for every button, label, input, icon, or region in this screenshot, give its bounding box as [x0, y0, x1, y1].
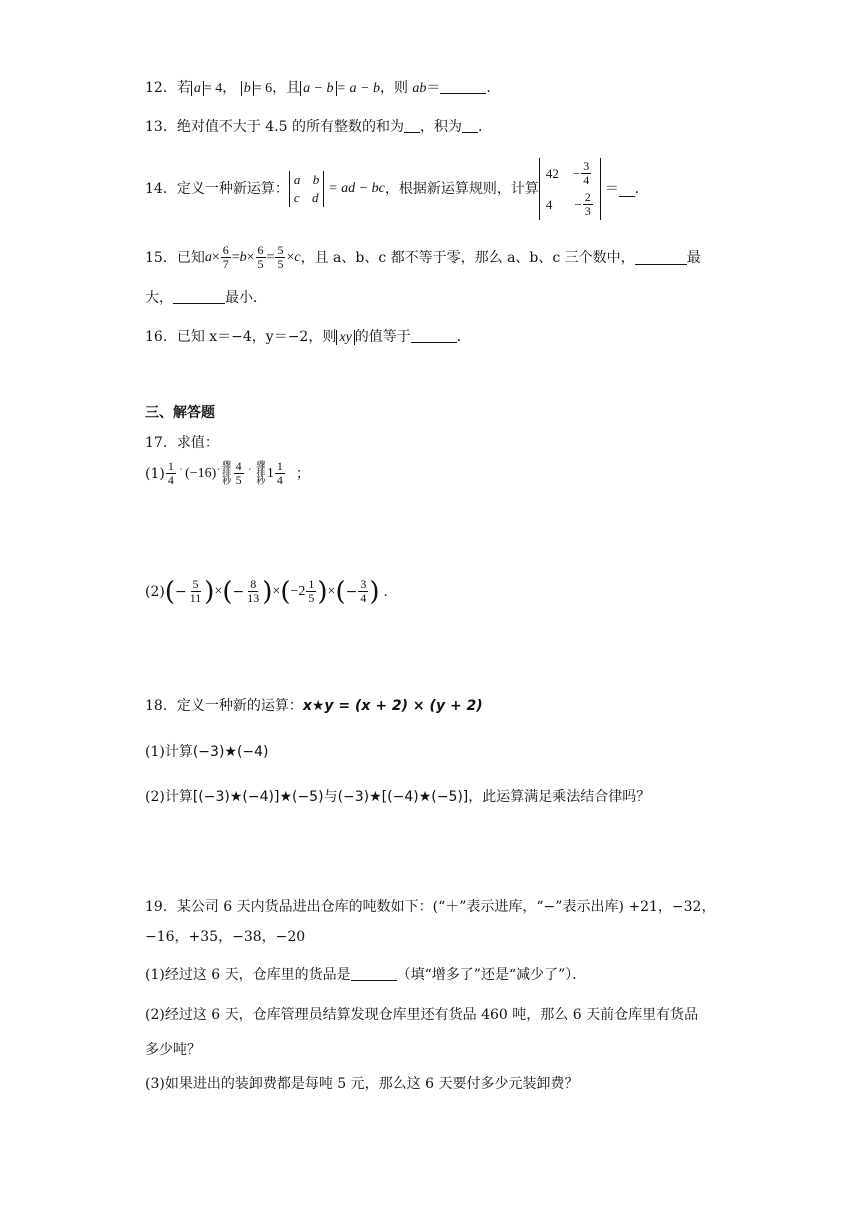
- question-18: 18．定义一种新的运算：x★y = (x + 2) × (y + 2): [145, 698, 483, 714]
- answer-blank[interactable]: [440, 79, 486, 94]
- answer-blank[interactable]: [462, 118, 478, 133]
- question-12: 12．若 a = 4， b = 6，且 a − b = a − b，则 ab＝ ．: [145, 80, 501, 96]
- question-18-part2: (2)计算[(−3)★(−4)]★(−5)与(−3)★[(−4)★(−5)]，此运算满足乘法结合律吗？: [145, 789, 651, 805]
- question-14: 14．定义一种新运算： a b c d = ad − bc ，根据新运算规则，计算 42 − $\frac{3}{4}$ 4 − $\frac{2}{3}$ ＝ ．: [145, 159, 649, 218]
- question-17-part1: (1) $\frac{1}{4}$ ′ (−16) ′ 骤 排 秒 $\frac{4}{5}$ ′ 骤 排 秒 1 $\frac{1}{4}$ ；: [145, 459, 310, 487]
- answer-blank[interactable]: [173, 289, 225, 304]
- question-15: 15．已知 a × $\frac{6}{7}$ = b × $\frac{6}{5}$ = $\frac{5}{5}$ × c ，且 a、b、c 都不等于零，那么 a、b、c 三个数中， 最: [145, 243, 701, 271]
- garbled-symbol: 骤 排 秒: [222, 460, 232, 487]
- answer-blank[interactable]: [635, 250, 687, 265]
- question-17-title: 17．求值：: [145, 435, 219, 451]
- answer-blank[interactable]: [619, 182, 635, 197]
- question-19-part2-cont: 多少吨？: [145, 1042, 201, 1058]
- answer-blank[interactable]: [351, 966, 397, 981]
- question-17-part2: (2) ( − $\frac{5}{11}$ ) × ( − $\frac{8}{13}$ ) × ( −2 $\frac{1}{5}$ ) × ( − $\frac{3}{4}$ ) ．: [145, 576, 398, 607]
- question-13: 13．绝对值不大于 4.5 的所有整数的和为 ，积为 ．: [145, 119, 492, 135]
- question-19-part2: (2)经过这 6 天，仓库管理员结算发现仓库里还有货品 460 吨，那么 6 天前仓库里有货品: [145, 1007, 699, 1023]
- garbled-symbol: 骤 排 秒: [256, 460, 266, 487]
- question-19-part1: (1)经过这 6 天，仓库里的货品是 （填“增多了”还是“减少了”）．: [145, 967, 587, 983]
- question-15-line2: 大， 最小．: [145, 290, 267, 306]
- question-18-part1: (1)计算(−3)★(−4): [145, 744, 269, 760]
- determinant-numeric: 42 − $\frac{3}{4}$ 4 − $\frac{2}{3}$: [539, 158, 601, 220]
- question-19-part3: (3)如果进出的装卸费都是每吨 5 元，那么这 6 天要付多少元装卸费？: [145, 1076, 579, 1092]
- question-19-line1: 19．某公司 6 天内货品进出仓库的吨数如下：(“＋”表示进库，“−”表示出库) +21，−32，: [145, 899, 716, 915]
- answer-blank[interactable]: [411, 328, 457, 343]
- answer-blank[interactable]: [404, 118, 420, 133]
- section-heading: 三、解答题: [145, 405, 215, 421]
- question-16: 16．已知 x＝−4，y＝−2，则 xy 的值等于 ．: [145, 329, 471, 345]
- determinant-ab-cd: a b c d: [289, 171, 324, 207]
- question-19-line2: −16，+35，−38，−20: [145, 929, 306, 945]
